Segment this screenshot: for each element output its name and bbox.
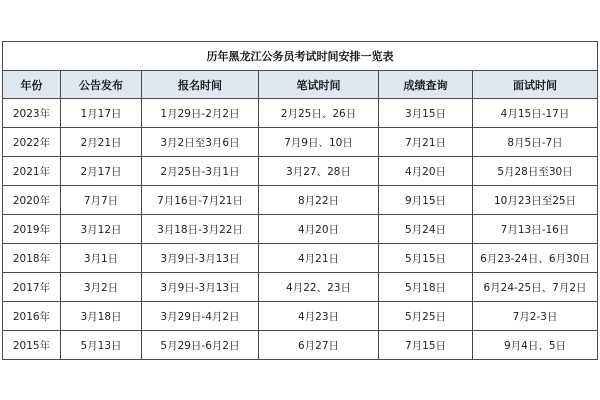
cell-year: 2016年 (3, 302, 61, 331)
cell-written-exam: 4月23日 (259, 302, 379, 331)
cell-announcement: 5月13日 (61, 331, 142, 360)
exam-schedule-table (2, 41, 598, 360)
cell-written-exam: 3月27、28日 (259, 157, 379, 186)
cell-score-query: 4月20日 (379, 157, 473, 186)
cell-announcement: 3月12日 (61, 215, 142, 244)
column-header-row (3, 71, 598, 99)
cell-written-exam: 4月22、23日 (259, 273, 379, 302)
cell-year: 2018年 (3, 244, 61, 273)
cell-written-exam: 2月25日、26日 (259, 99, 379, 128)
table-title: 历年黑龙江公务员考试时间安排一览表 (3, 42, 598, 71)
table-row (3, 331, 598, 360)
table-row (3, 99, 598, 128)
cell-interview: 7月2-3日 (473, 302, 598, 331)
column-header-score-query: 成绩查询 (379, 71, 473, 99)
column-header-written-exam: 笔试时间 (259, 71, 379, 99)
cell-score-query: 5月15日 (379, 244, 473, 273)
cell-interview: 6月23-24日、6月30日 (473, 244, 598, 273)
cell-registration: 7月16日-7月21日 (142, 186, 259, 215)
column-header-interview: 面试时间 (473, 71, 598, 99)
cell-score-query: 5月24日 (379, 215, 473, 244)
cell-registration: 5月29日-6月2日 (142, 331, 259, 360)
cell-interview: 8月5日-7日 (473, 128, 598, 157)
cell-announcement: 1月17日 (61, 99, 142, 128)
cell-interview: 7月13日-16日 (473, 215, 598, 244)
table-body (3, 99, 598, 360)
cell-interview: 6月24-25日、7月2日 (473, 273, 598, 302)
column-header-year: 年份 (3, 71, 61, 99)
cell-announcement: 7月7日 (61, 186, 142, 215)
schedule-sheet (2, 41, 597, 358)
cell-announcement: 3月2日 (61, 273, 142, 302)
cell-year: 2015年 (3, 331, 61, 360)
cell-interview: 10月23日至25日 (473, 186, 598, 215)
cell-interview: 9月4日、5日 (473, 331, 598, 360)
cell-written-exam: 6月27日 (259, 331, 379, 360)
table-row (3, 157, 598, 186)
table-row (3, 215, 598, 244)
cell-registration: 1月29日-2月2日 (142, 99, 259, 128)
cell-year: 2022年 (3, 128, 61, 157)
cell-score-query: 7月15日 (379, 331, 473, 360)
table-row (3, 273, 598, 302)
cell-announcement: 3月1日 (61, 244, 142, 273)
cell-year: 2019年 (3, 215, 61, 244)
cell-announcement: 2月17日 (61, 157, 142, 186)
cell-written-exam: 4月20日 (259, 215, 379, 244)
cell-registration: 3月29日-4月2日 (142, 302, 259, 331)
column-header-announcement: 公告发布 (61, 71, 142, 99)
cell-registration: 3月18日-3月22日 (142, 215, 259, 244)
table-row (3, 128, 598, 157)
cell-year: 2017年 (3, 273, 61, 302)
cell-score-query: 5月25日 (379, 302, 473, 331)
cell-registration: 3月9日-3月13日 (142, 244, 259, 273)
cell-registration: 3月9日-3月13日 (142, 273, 259, 302)
table-title-row (3, 42, 598, 71)
cell-year: 2020年 (3, 186, 61, 215)
table-row (3, 302, 598, 331)
cell-registration: 2月25日-3月1日 (142, 157, 259, 186)
cell-written-exam: 4月21日 (259, 244, 379, 273)
cell-year: 2021年 (3, 157, 61, 186)
cell-year: 2023年 (3, 99, 61, 128)
cell-interview: 4月15日-17日 (473, 99, 598, 128)
cell-score-query: 7月21日 (379, 128, 473, 157)
table-row (3, 244, 598, 273)
cell-written-exam: 8月22日 (259, 186, 379, 215)
cell-score-query: 5月18日 (379, 273, 473, 302)
cell-announcement: 3月18日 (61, 302, 142, 331)
cell-interview: 5月28日至30日 (473, 157, 598, 186)
cell-registration: 3月2日至3月6日 (142, 128, 259, 157)
cell-announcement: 2月21日 (61, 128, 142, 157)
cell-score-query: 3月15日 (379, 99, 473, 128)
cell-written-exam: 7月9日、10日 (259, 128, 379, 157)
table-row (3, 186, 598, 215)
column-header-registration: 报名时间 (142, 71, 259, 99)
cell-score-query: 9月15日 (379, 186, 473, 215)
